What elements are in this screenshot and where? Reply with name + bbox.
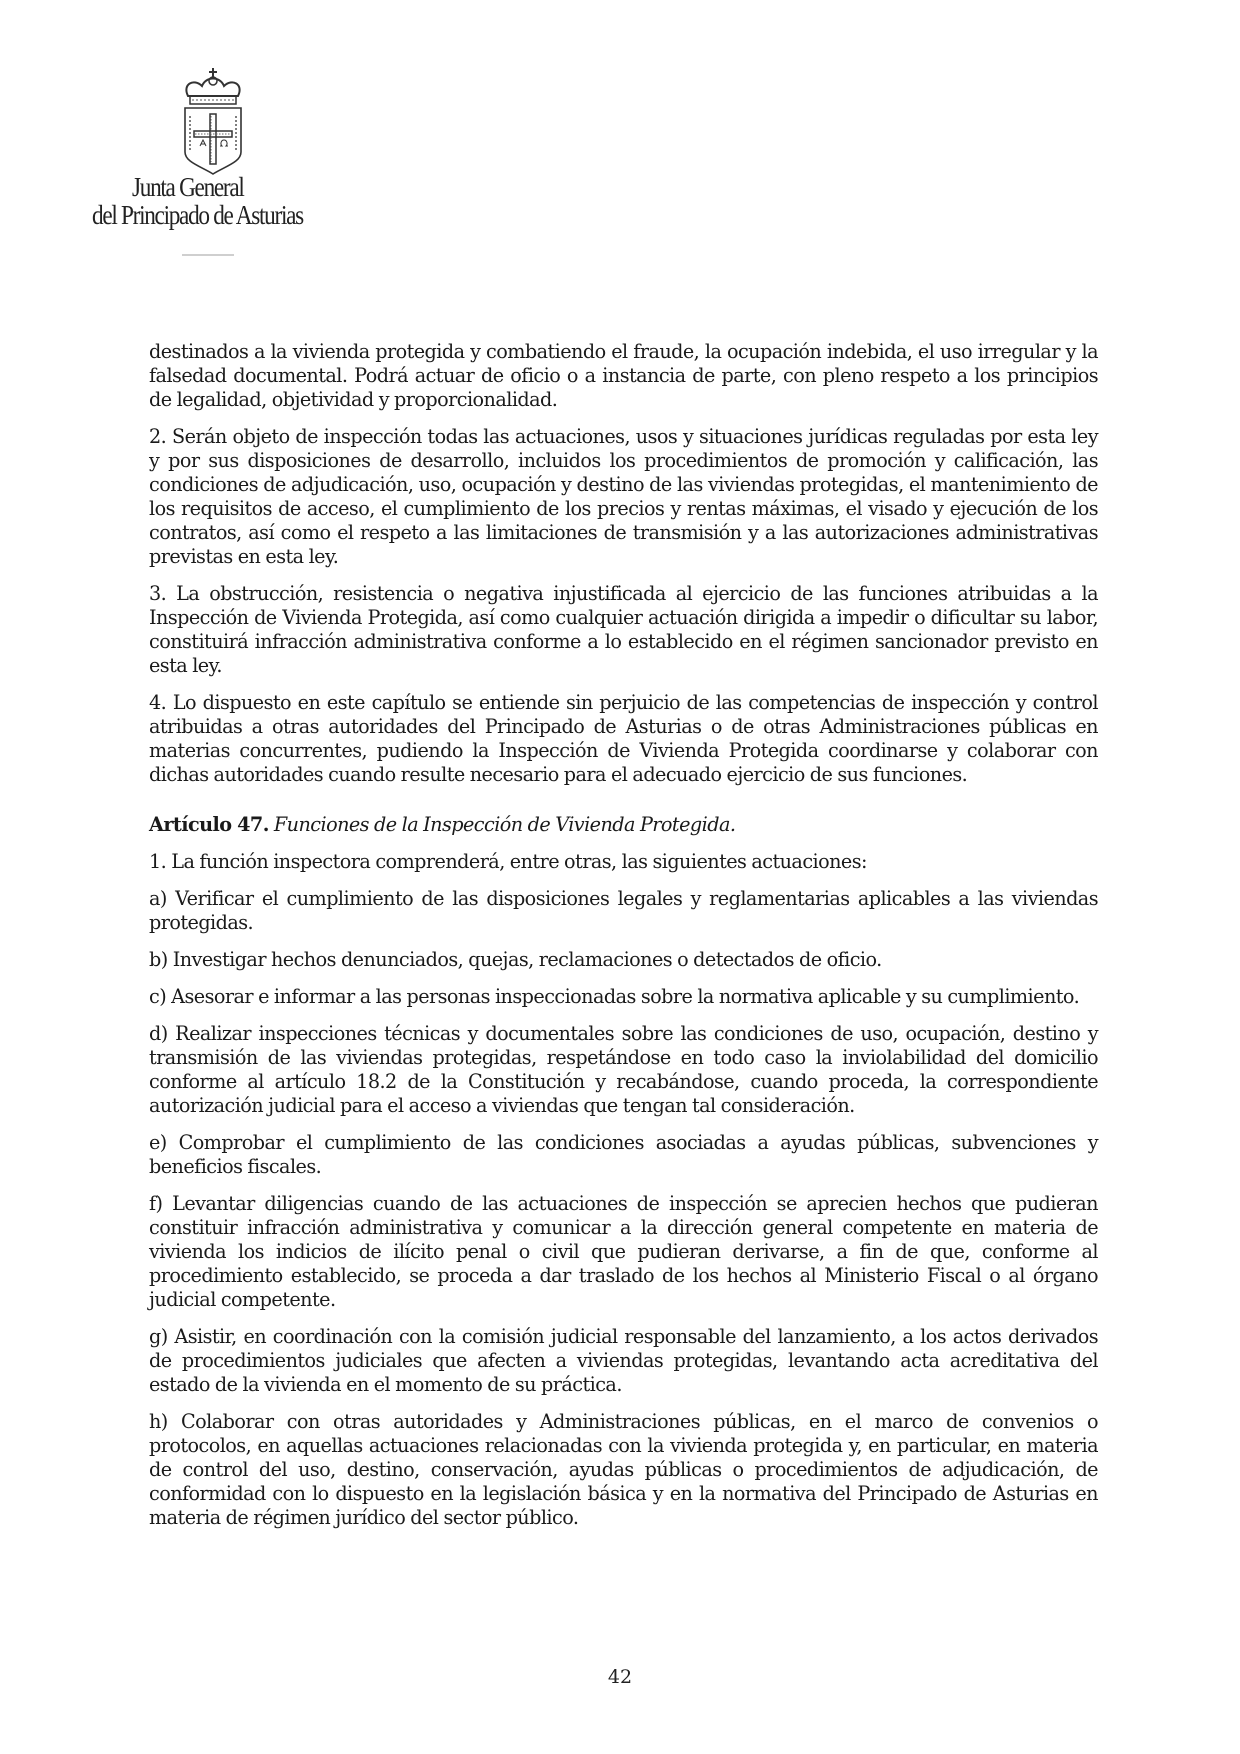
list-item-f: f) Levantar diligencias cuando de las actuaciones de inspección se aprecien hechos que pudieran constituir infracción administrativa y comunicar a la dirección general competente en materia de vivienda los indicios de ilícito penal o civil que pudieran derivarse, a fin de que, conforme al procedimiento establecido, se proceda a dar traslado de los hechos al Ministerio Fiscal o al órgano judicial competente. xyxy=(149,1192,1098,1311)
coat-of-arms-icon xyxy=(180,66,246,176)
list-item-b: b) Investigar hechos denunciados, quejas, reclamaciones o detectados de oficio. xyxy=(149,948,882,971)
article-paragraph-1: 1. La función inspectora comprenderá, entre otras, las siguientes actuaciones: xyxy=(149,850,867,873)
paragraph-3: 3. La obstrucción, resistencia o negativa injustificada al ejercicio de las funciones atribuidas a la Inspección de Vivienda Protegida, así como cualquier actuación dirigida a impedir o dificultar su labor, constituirá infracción administrativa conforme a lo establecido en el régimen sancionador previsto en esta ley. xyxy=(149,582,1098,677)
article-heading xyxy=(149,813,1098,837)
list-item-g: g) Asistir, en coordinación con la comisión judicial responsable del lanzamiento, a los actos derivados de procedimientos judiciales que afecten a viviendas protegidas, levantando acta acreditativa del estado de la vivienda en el momento de su práctica. xyxy=(149,1325,1098,1396)
paragraph-4: 4. Lo dispuesto en este capítulo se entiende sin perjuicio de las competencias de inspección y control atribuidas a otras autoridades del Principado de Asturias o de otras Administraciones públicas en materias concurrentes, pudiendo la Inspección de Vivienda Protegida coordinarse y colaborar con dichas autoridades cuando resulte necesario para el adecuado ejercicio de sus funciones. xyxy=(149,691,1098,786)
list-item-h: h) Colaborar con otras autoridades y Administraciones públicas, en el marco de convenios o protocolos, en aquellas actuaciones relacionadas con la vivienda protegida y, en particular, en materia de control del uso, destino, conservación, ayudas públicas o procedimientos de adjudicación, de conformidad con lo dispuesto en la legislación básica y en la normativa del Principado de Asturias en materia de régimen jurídico del sector público. xyxy=(149,1410,1098,1529)
page-number: 42 xyxy=(607,1666,633,1688)
institution-logo xyxy=(88,66,338,266)
article-number: Artículo 47. xyxy=(149,813,269,836)
logo-divider xyxy=(182,254,234,256)
paragraph-continuation: destinados a la vivienda protegida y combatiendo el fraude, la ocupación indebida, el uso irregular y la falsedad documental. Podrá actuar de oficio o a instancia de parte, con pleno respeto a los principios de legalidad, objetividad y proporcionalidad. xyxy=(149,340,1098,411)
list-item-a: a) Verificar el cumplimiento de las disposiciones legales y reglamentarias aplicables a las viviendas protegidas. xyxy=(149,887,1098,934)
list-item-e: e) Comprobar el cumplimiento de las condiciones asociadas a ayudas públicas, subvenciones y beneficios fiscales. xyxy=(149,1131,1098,1178)
logo-text-line2: del Principado de Asturias xyxy=(92,200,303,230)
article-title: Funciones de la Inspección de Vivienda Protegida. xyxy=(273,813,736,836)
paragraph-2: 2. Serán objeto de inspección todas las actuaciones, usos y situaciones jurídicas reguladas por esta ley y por sus disposiciones de desarrollo, incluidos los procedimientos de promoción y calificación, las condiciones de adjudicación, uso, ocupación y destino de las viviendas protegidas, el mantenimiento de los requisitos de acceso, el cumplimiento de los precios y rentas máximas, el visado y ejecución de los contratos, así como el respeto a las limitaciones de transmisión y a las autorizaciones administrativas previstas en esta ley. xyxy=(149,425,1098,568)
document-body xyxy=(149,340,1098,1543)
list-item-d: d) Realizar inspecciones técnicas y documentales sobre las condiciones de uso, ocupación, destino y transmisión de las viviendas protegidas, respetándose en todo caso la inviolabilidad del domicilio conforme al artículo 18.2 de la Constitución y recabándose, cuando proceda, la correspondiente autorización judicial para el acceso a viviendas que tengan tal consideración. xyxy=(149,1022,1098,1117)
logo-text-line1: Junta General xyxy=(132,172,244,202)
list-item-c: c) Asesorar e informar a las personas inspeccionadas sobre la normativa aplicable y su cumplimiento. xyxy=(149,985,1080,1008)
